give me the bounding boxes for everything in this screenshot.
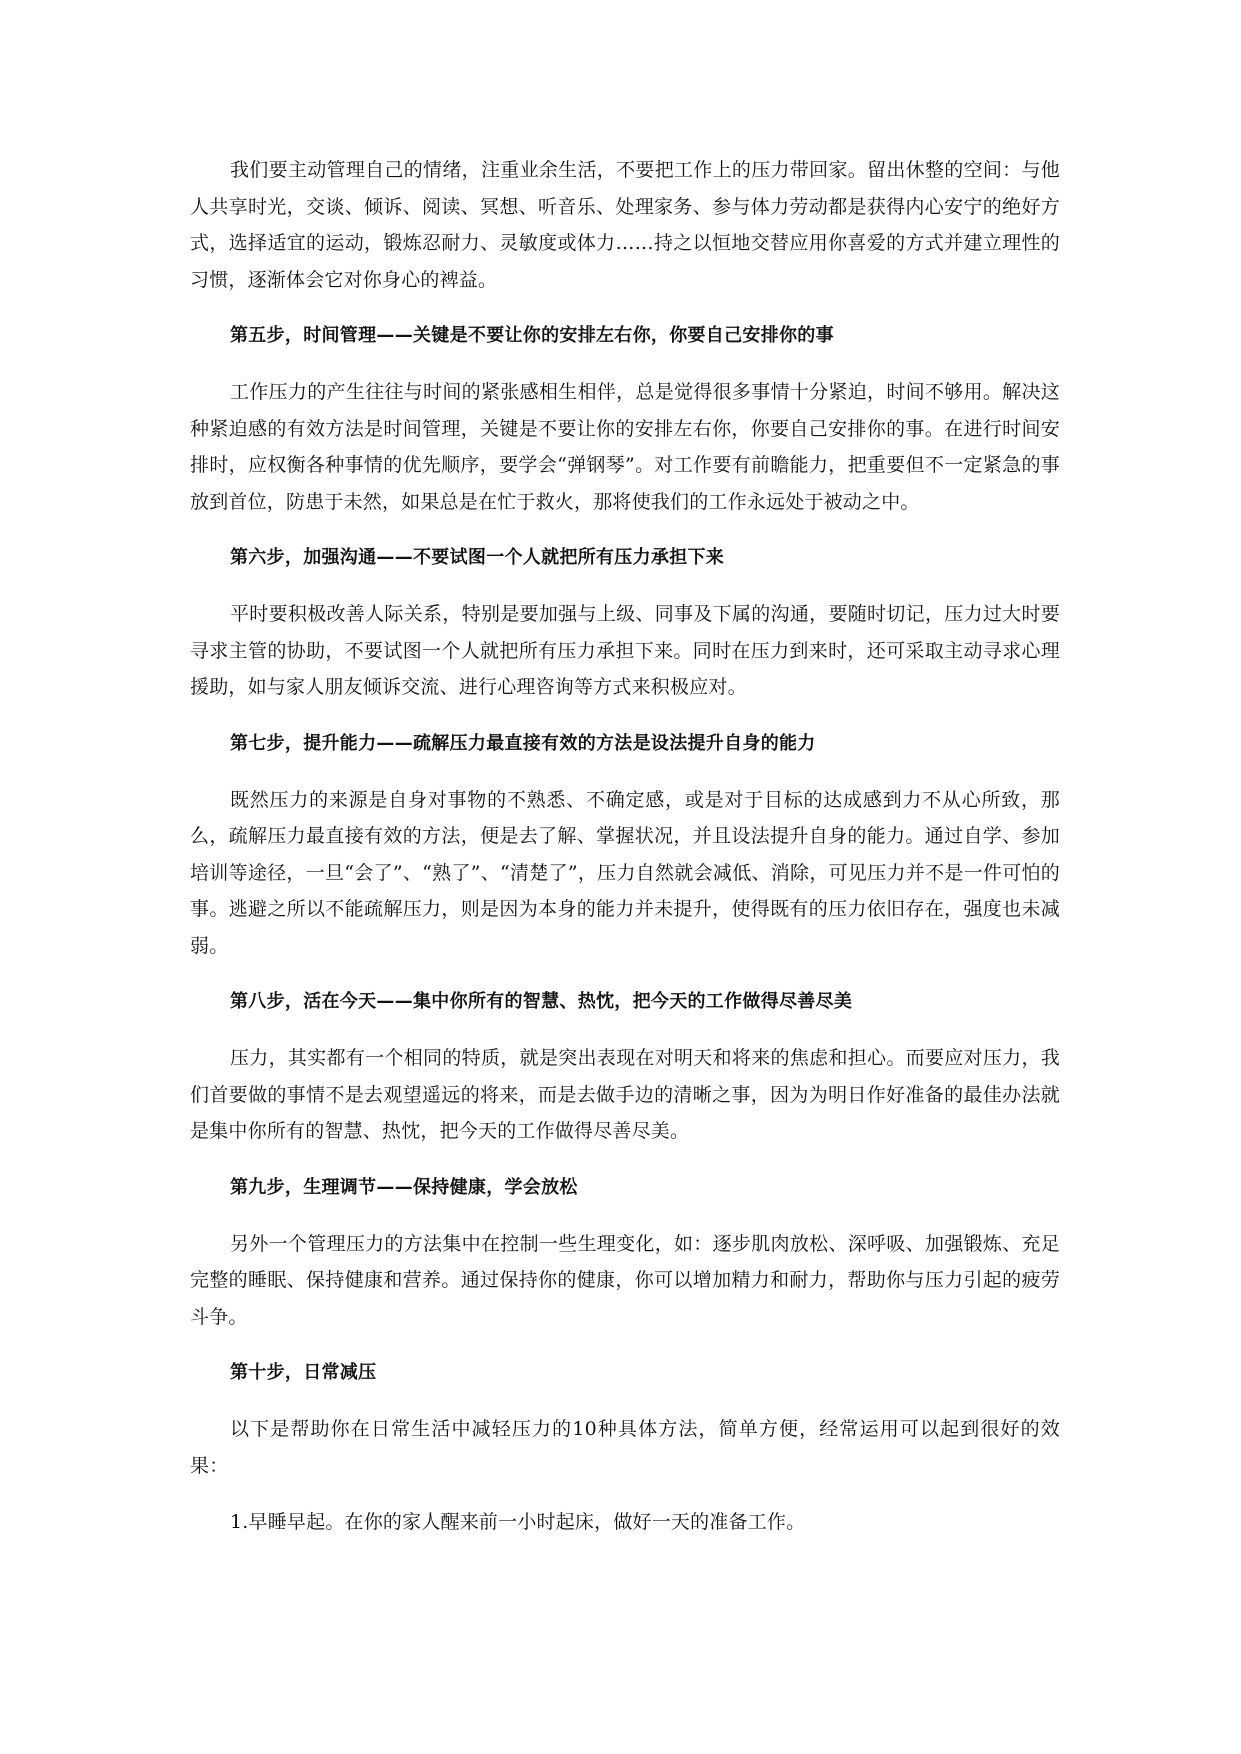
paragraph-physiology: 另外一个管理压力的方法集中在控制一些生理变化，如：逐步肌肉放松、深呼吸、加强锻炼、充足完整的睡眠、保持健康和营养。通过保持你的健康，你可以增加精力和耐力，帮助你与压力引起的疲劳斗争。 <box>190 1232 1060 1328</box>
paragraph-ability: 既然压力的来源是自身对事物的不熟悉、不确定感，或是对于目标的达成感到力不从心所致，那么，疏解压力最直接有效的方法，便是去了解、掌握状况，并且设法提升自身的能力。通过自学、参加培训等途径，一旦“会了”、“熟了”、“清楚了”，压力自然就会减低、消除，可见压力并不是一件可怕的事。逃避之所以不能疏解压力，则是因为本身的能力并未提升，使得既有的压力依旧存在，强度也未减弱。 <box>190 788 1060 957</box>
document-page <box>190 152 1060 1561</box>
paragraph-live-today: 压力，其实都有一个相同的特质，就是突出表现在对明天和将来的焦虑和担心。而要应对压力，我们首要做的事情不是去观望遥远的将来，而是去做手边的清晰之事，因为为明日作好准备的最佳办法就是集中你所有的智慧、热忱，把今天的工作做得尽善尽美。 <box>190 1047 1060 1142</box>
paragraph-emotion-management: 我们要主动管理自己的情绪，注重业余生活，不要把工作上的压力带回家。留出休整的空间：与他人共享时光，交谈、倾诉、阅读、冥想、听音乐、处理家务、参与体力劳动都是获得内心安宁的绝好方式，选择适宜的运动，锻炼忍耐力、灵敏度或体力……持之以恒地交替应用你喜爱的方式并建立理性的习惯，逐渐体会它对你身心的裨益。 <box>190 159 1060 291</box>
heading-step-10: 第十步，日常减压 <box>230 1362 377 1383</box>
heading-step-7: 第七步，提升能力——疏解压力最直接有效的方法是设法提升自身的能力 <box>230 732 816 754</box>
heading-step-8: 第八步，活在今天——集中你所有的智慧、热忱，把今天的工作做得尽善尽美 <box>230 991 853 1012</box>
heading-step-5: 第五步，时间管理——关键是不要让你的安排左右你，你要自己安排你的事 <box>230 325 834 346</box>
list-item-1: 1.早睡早起。在你的家人醒来前一小时起床，做好一天的准备工作。 <box>230 1511 806 1533</box>
paragraph-communication: 平时要积极改善人际关系，特别是要加强与上级、同事及下属的沟通，要随时切记，压力过大时要寻求主管的协助，不要试图一个人就把所有压力承担下来。同时在压力到来时，还可采取主动寻求心理援助，如与家人朋友倾诉交流、进行心理咨询等方式来积极应对。 <box>190 603 1060 698</box>
paragraph-time-management: 工作压力的产生往往与时间的紧张感相生相伴，总是觉得很多事情十分紧迫，时间不够用。解决这种紧迫感的有效方法是时间管理，关键是不要让你的安排左右你，你要自己安排你的事。在进行时间安排时，应权衡各种事情的优先顺序，要学会“弹钢琴”。对工作要有前瞻能力，把重要但不一定紧急的事放到首位，防患于未然，如果总是在忙于救火，那将使我们的工作永远处于被动之中。 <box>190 381 1060 513</box>
heading-step-9: 第九步，生理调节——保持健康，学会放松 <box>230 1176 578 1198</box>
paragraph-daily-relief: 以下是帮助你在日常生活中减轻压力的10种具体方法，简单方便，经常运用可以起到很好的效果： <box>190 1418 1060 1477</box>
heading-step-6: 第六步，加强沟通——不要试图一个人就把所有压力承担下来 <box>230 547 725 568</box>
